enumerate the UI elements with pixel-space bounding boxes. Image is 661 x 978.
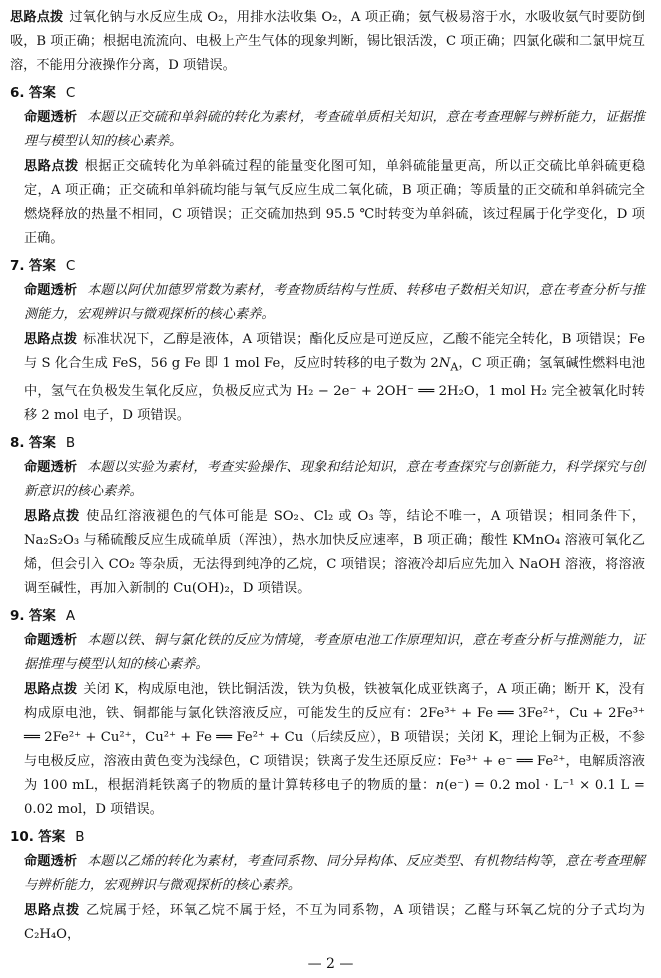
question-number: 8. [10, 434, 25, 451]
answer-label: 答案 [28, 258, 56, 274]
q8-answer [10, 430, 645, 456]
thinking-label: 思路点拨 [24, 332, 78, 347]
thinking-label: 思路点拨 [24, 508, 81, 524]
analysis-label: 命题透析 [24, 632, 78, 648]
q9-thinking [10, 678, 645, 822]
question-number: 10. [10, 828, 34, 845]
thinking-text-part1: 关闭 K，构成原电池，铁比铜活泼，铁为负极，铁被氧化成亚铁离子，A 项正确；断开 K，没有构成原电池，铁、铜都能与氯化铁溶液反应，可能发生的反应有：2Fe³⁺ + Fe ══ 3Fe²⁺，Cu + 2Fe³⁺ ══ 2Fe²⁺ + Cu²⁺，Cu²⁺ + Fe ══ Fe²⁺ + Cu（后续反应），B 项错误；关闭 K，理论上铜为正极，不参与电极反应，溶液由黄色变为浅绿色，C 项错误；铁离子发生还原反应：Fe³⁺ + e⁻ ══ Fe²⁺，电解质溶液为 100 mL，根据消耗铁离子的物质的量计算转移电子的物质的量： [24, 681, 645, 793]
analysis-label: 命题透析 [24, 459, 78, 475]
analysis-text: 本题以乙烯的转化为素材，考查同系物、同分异构体、反应类型、有机物结构等，意在考查理解与辨析能力，宏观辨识与微观探析的核心素养。 [24, 853, 645, 893]
answer-label: 答案 [28, 434, 56, 451]
thinking-text: 使品红溶液褪色的气体可能是 SO₂、Cl₂ 或 O₃ 等，结论不唯一，A 项错误；相同条件下，Na₂S₂O₃ 与稀硫酸反应生成硫单质（浑浊），热水加快反应速率，B 项正确；酸性 KMnO₄ 溶液可氧化乙烯，但会引入 CO₂ 等杂质，无法得到纯净的乙烷，C 项错误；溶液冷却后应先加入 NaOH 溶液，将溶液调至碱性，再加入新制的 Cu(OH)₂，D 项错误。 [24, 508, 645, 596]
answer-label: 答案 [38, 828, 66, 845]
answer-value: A [65, 607, 76, 624]
amount-symbol: n [435, 777, 445, 793]
q7-answer [10, 253, 645, 279]
thinking-text-part2: (e⁻) = 0.2 mol · L⁻¹ × 0.1 L = 0.02 mol，D 项错误。 [24, 777, 645, 817]
q7-analysis [10, 279, 645, 327]
answer-value: B [65, 434, 76, 451]
question-number: 7. [10, 258, 25, 274]
thinking-text-part1: 标准状况下，乙醇是液体，A 项错误；酯化反应是可逆反应，乙酸不能完全转化，B 项错误；Fe 与 S 化合生成 FeS，56 g Fe 即 1 mol Fe，反应时转移的电子数为 2 [24, 332, 646, 371]
q8-thinking [10, 505, 645, 601]
avogadro-subscript: A [450, 360, 459, 374]
q10-analysis [10, 850, 645, 898]
analysis-text: 本题以铁、铜与氯化铁的反应为情境，考查原电池工作原理知识，意在考查分析与推测能力，证据推理与模型认知的核心素养。 [24, 632, 645, 672]
q10-answer [10, 824, 645, 850]
thinking-label: 思路点拨 [24, 159, 79, 174]
analysis-text: 本题以正交硫和单斜硫的转化为素材，考查硫单质相关知识，意在考查理解与辨析能力，证据推理与模型认知的核心素养。 [24, 110, 645, 149]
question-number: 9. [10, 607, 25, 624]
answer-value: C [65, 85, 76, 101]
q5-thinking [10, 6, 645, 78]
thinking-label: 思路点拨 [24, 681, 78, 697]
answer-label: 答案 [28, 607, 56, 624]
analysis-text: 本题以实验为素材，考查实验操作、现象和结论知识，意在考查探究与创新能力，科学探究与创新意识的核心素养。 [24, 459, 645, 499]
thinking-text: 过氧化钠与水反应生成 O₂，用排水法收集 O₂，A 项正确；氨气极易溶于水，水吸收氨气时要防倒吸，B 项正确；根据电流流向、电极上产生气体的现象判断，锡比银活泼，C 项正确；四氯化碳和二氯甲烷互溶，不能用分液操作分离，D 项错误。 [10, 10, 646, 73]
q9-analysis [10, 629, 645, 677]
answer-value: B [75, 828, 85, 845]
thinking-text: 乙烷属于烃，环氧乙烷不属于烃，不互为同系物，A 项错误；乙醛与环氧乙烷的分子式均为 C₂H₄O， [24, 902, 645, 942]
answer-value: C [65, 258, 76, 274]
thinking-label: 思路点拨 [10, 10, 64, 25]
q10-thinking [10, 899, 645, 947]
q9-answer [10, 603, 645, 629]
q6-thinking [10, 155, 645, 251]
analysis-label: 命题透析 [24, 283, 78, 298]
thinking-label: 思路点拨 [24, 902, 80, 918]
q6-answer [10, 80, 645, 106]
analysis-label: 命题透析 [24, 110, 78, 125]
page-number: — 2 — [307, 956, 354, 972]
thinking-text-part2: ，C 项正确；氢氧碱性燃料电池中，氢气在负极发生氧化反应，负极反应式为 H₂ − 2e⁻ + 2OH⁻ ══ 2H₂O，1 mol H₂ 完全被氧化时转移 2 mol 电子，D 项错误。 [24, 356, 646, 423]
q6-analysis [10, 106, 645, 154]
q8-analysis [10, 456, 645, 504]
avogadro-symbol: N [438, 356, 451, 371]
q7-thinking [10, 328, 645, 428]
answer-label: 答案 [28, 85, 56, 101]
question-number: 6. [10, 85, 25, 101]
analysis-label: 命题透析 [24, 853, 78, 869]
thinking-text: 根据正交硫转化为单斜硫过程的能量变化图可知，单斜硫能量更高，所以正交硫比单斜硫更稳定，A 项正确；正交硫和单斜硫均能与氧气反应生成二氧化硫，B 项正确；等质量的正交硫和单斜硫完全燃烧释放的热量不相同，C 项错误；正交硫加热到 95.5 ℃时转变为单斜硫，该过程属于化学变化，D 项正确。 [24, 159, 646, 246]
analysis-text: 本题以阿伏加德罗常数为素材，考查物质结构与性质、转移电子数相关知识，意在考查分析与推测能力，宏观辨识与微观探析的核心素养。 [24, 283, 645, 322]
